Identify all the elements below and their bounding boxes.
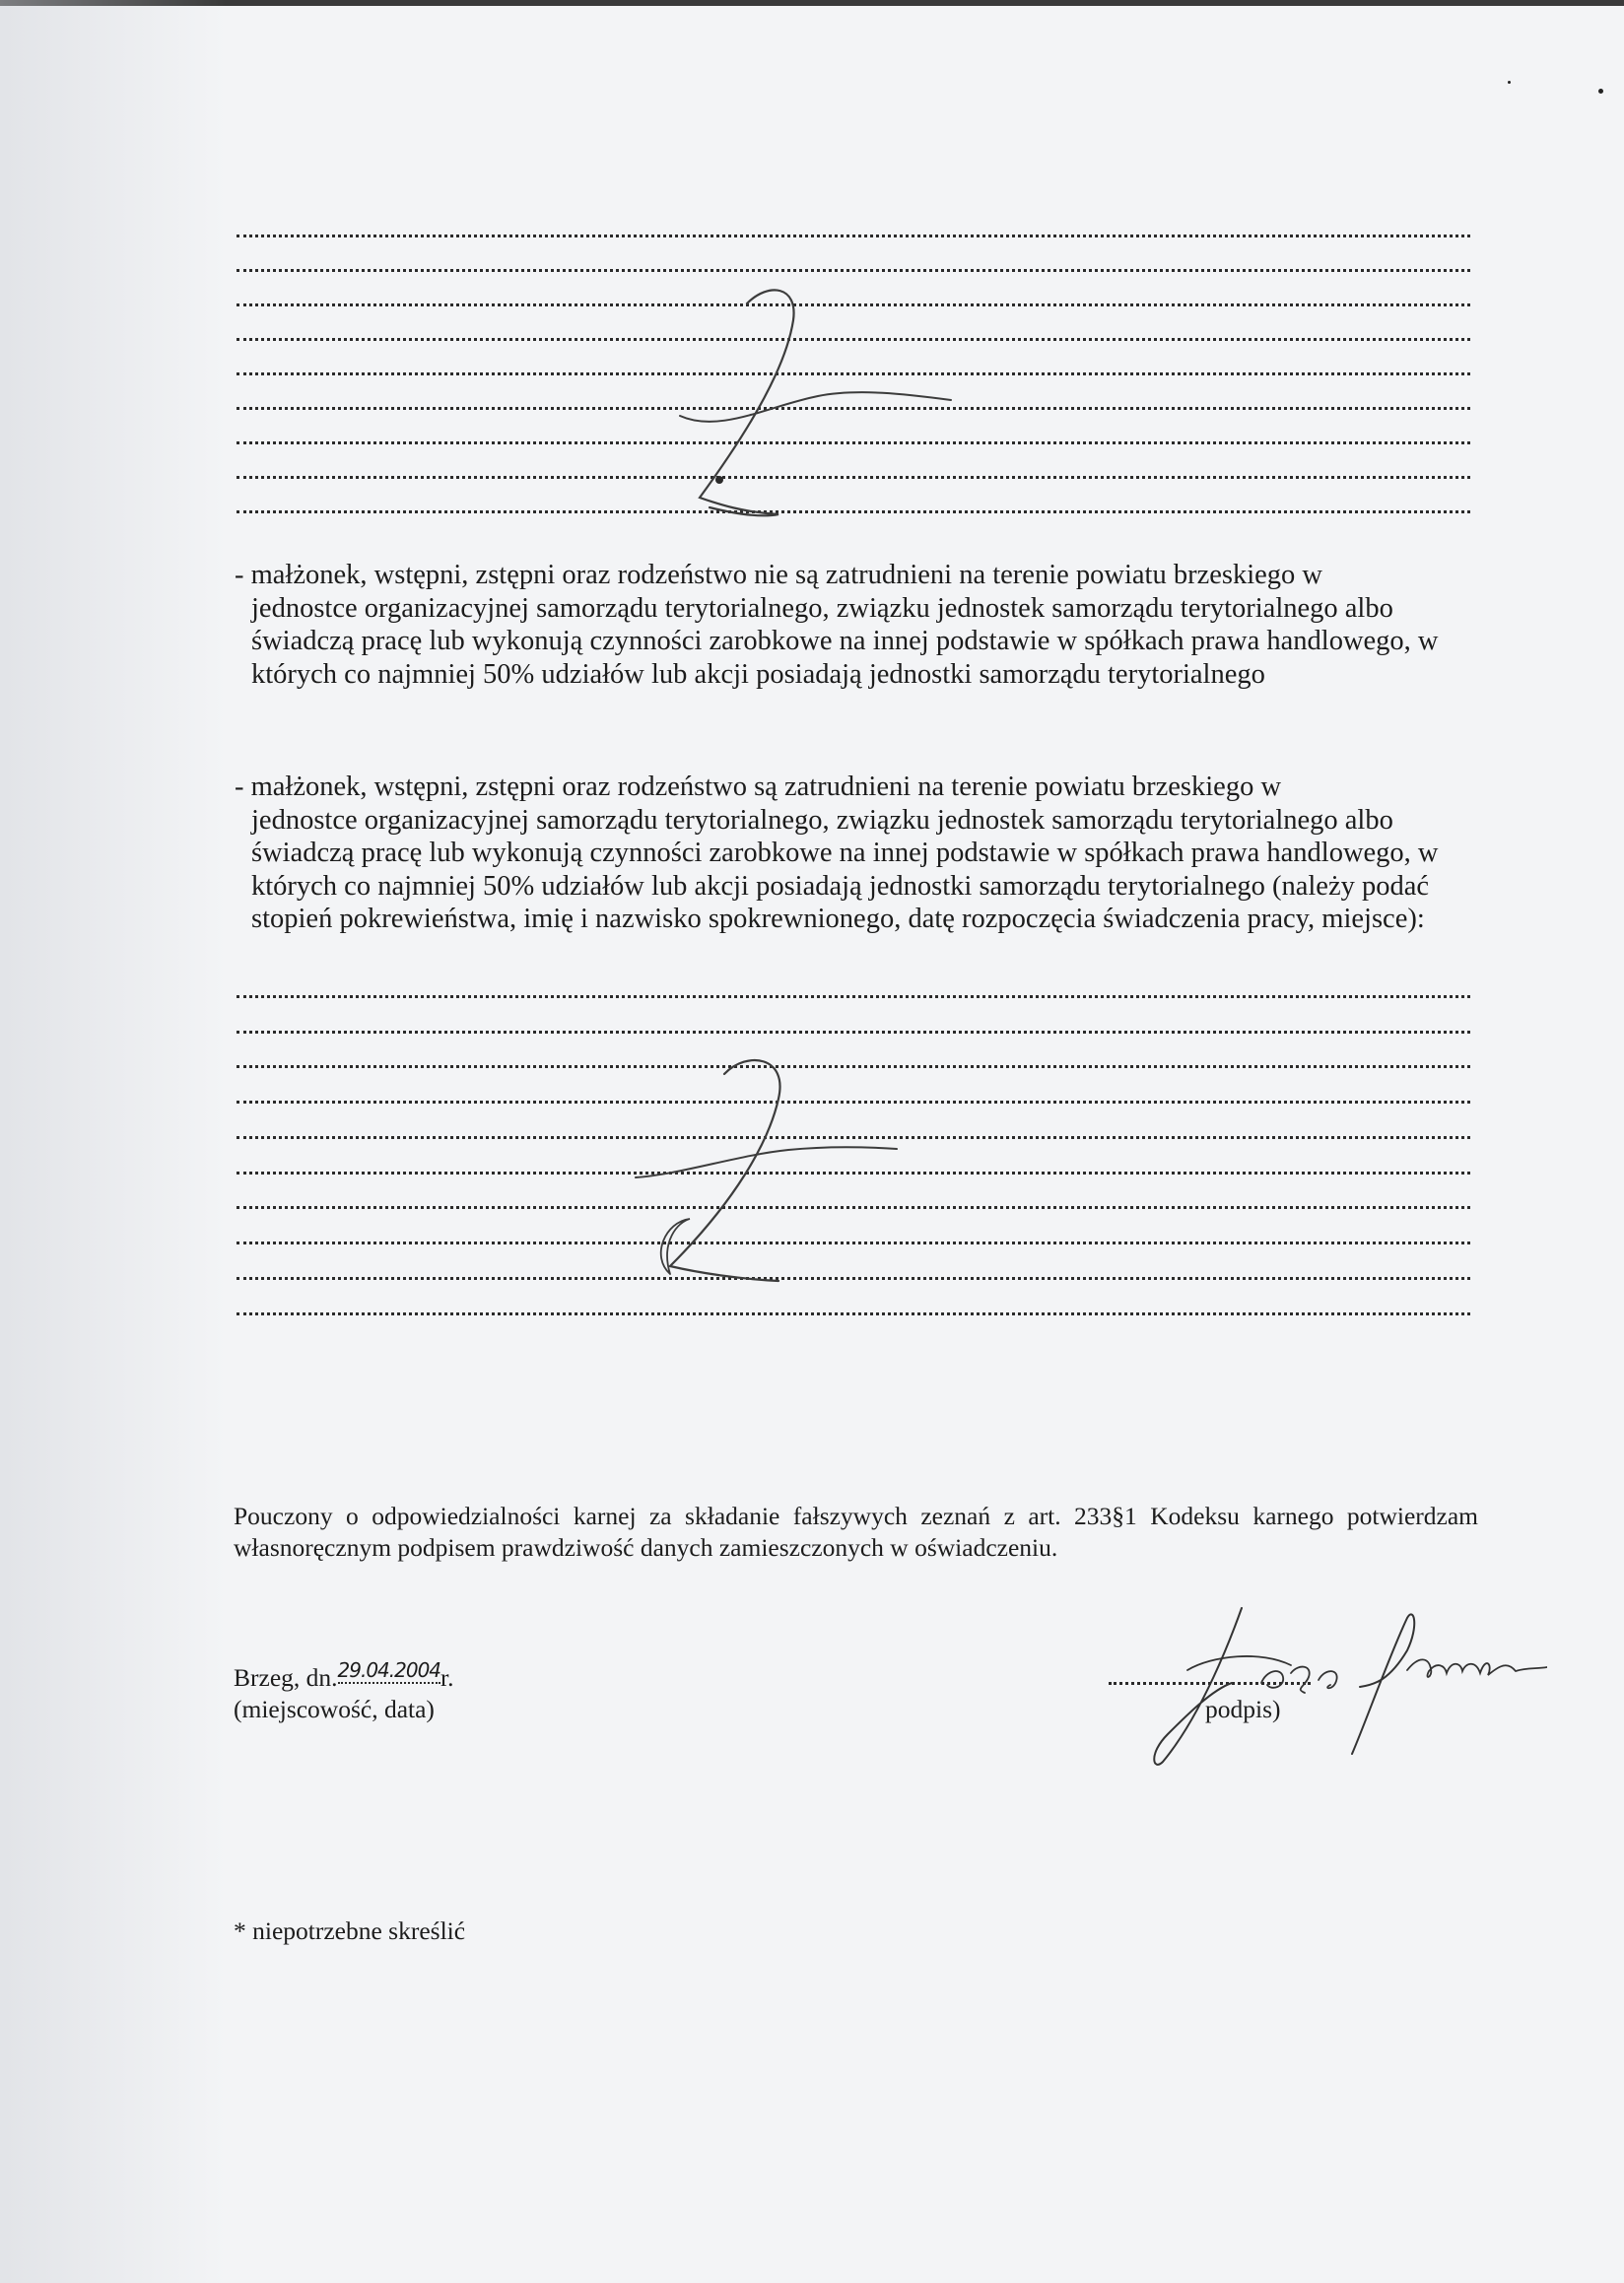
scan-speck bbox=[1598, 89, 1603, 94]
footnote: * niepotrzebne skreślić bbox=[234, 1916, 466, 1945]
statement-not-employed-text: jednostce organizacyjnej samorządu terytorialnego, związku jednostek samorządu terytorialnego albo świadczą pracę lub wykonują czynności zarobkowe na innej podstawie w spółkach prawa handlowego, w których co najmniej 50% udziałów lub akcji posiadają jednostki samorządu terytorialnego bbox=[251, 592, 1439, 690]
signature-caption: podpis) bbox=[1205, 1695, 1281, 1723]
place-date-caption: (miejscowość, data) bbox=[234, 1695, 435, 1723]
handwritten-date: 29.04.2004 bbox=[337, 1658, 441, 1682]
dotted-line bbox=[237, 1312, 1470, 1315]
date-suffix: r. bbox=[440, 1663, 454, 1692]
place-label: Brzeg, dn. bbox=[234, 1663, 338, 1692]
statement-employed bbox=[235, 771, 1498, 936]
handwritten-signature bbox=[1094, 1596, 1547, 1774]
place-date-line bbox=[234, 1658, 454, 1694]
statement-not-employed-first-line: - małżonek, wstępni, zstępni oraz rodzeństwo nie są zatrudnieni na terenie powiatu brzeskiego w bbox=[235, 560, 1322, 590]
dotted-line bbox=[237, 235, 1470, 237]
scan-shadow bbox=[0, 0, 227, 2283]
declaration-text: Pouczony o odpowiedzialności karnej za składanie fałszywych zeznań z art. 233§1 Kodeksu karnego potwierdzam własnoręcznym podpisem prawdziwość danych zamieszczonych w oświadczeniu. bbox=[234, 1502, 1478, 1562]
statement-employed-text: jednostce organizacyjnej samorządu terytorialnego, związku jednostek samorządu terytorialnego albo świadczą pracę lub wykonują czynności zarobkowe na innej podstawie w spółkach prawa handlowego, w których co najmniej 50% udziałów lub akcji posiadają jednostki samorządu terytorialnego (należy podać stopień pokrewieństwa, imię i nazwisko spokrewnionego, datę rozpoczęcia świadczenia pracy, miejsce): bbox=[251, 804, 1439, 934]
scan-speck bbox=[1508, 81, 1511, 84]
statement-not-employed bbox=[235, 559, 1498, 691]
handwritten-strikeout-mark bbox=[660, 276, 956, 532]
statement-employed-first-line: - małżonek, wstępni, zstępni oraz rodzeństwo są zatrudnieni na terenie powiatu brzeskiego w bbox=[235, 772, 1282, 802]
dotted-line bbox=[237, 269, 1470, 272]
scan-edge bbox=[0, 0, 1624, 6]
dotted-line bbox=[237, 995, 1470, 998]
dotted-line bbox=[237, 1031, 1470, 1034]
handwritten-strikeout-mark bbox=[631, 1044, 907, 1301]
